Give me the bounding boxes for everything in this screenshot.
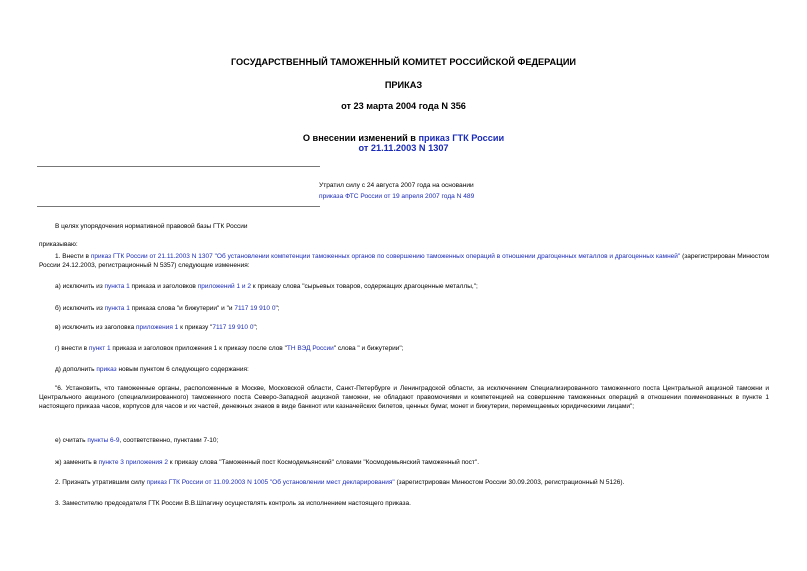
paragraph-e: [55, 436, 218, 445]
pg-link-2[interactable]: ТН ВЭД России: [286, 345, 334, 352]
title-prefix: О внесении изменений в: [302, 133, 419, 143]
paragraph-1: [39, 252, 769, 270]
pa-text-b: приказа и заголовков: [129, 283, 198, 290]
pa-text-a: а) исключить из: [55, 283, 105, 290]
pzh-text-a: ж) заменить в: [55, 459, 99, 466]
paragraph-6-quote: "6. Установить, что таможенные органы, расположенные в Москве, Московской области, Санкт-Петербурге и Ленинградской области, за исключением Специализированного таможенного поста Центральной акцизной таможни и Центрального акцизного (специализированного) таможенного поста Северо-Западной акцизной таможни, не обладают правомочиями и компетенцией на совершение таможенных операций в отношении поименованных в пункте 1 настоящего приказа часов, корпусов для часов и их частей, денежных знаков в виде банкнот или казначейских билетов, ценных бумаг, монет и бижутерии, перемещаемых юридическими лицами";: [39, 385, 769, 411]
paragraph-3: 3. Заместителю председателя ГТК России В.В.Шпагину осуществлять контроль за исполнением настоящего приказа.: [55, 500, 411, 507]
p1-text-a: 1. Внести в: [55, 253, 91, 260]
pd-text-a: д) дополнить: [55, 366, 97, 373]
pv-text-c: ";: [253, 324, 258, 331]
pb-text-c: ";: [275, 305, 280, 312]
order-word: приказываю:: [39, 241, 78, 248]
p2-text-c: (зарегистрирован Минюстом России 30.09.2003, регистрационный N 5126).: [394, 479, 625, 486]
paragraph-d: [55, 365, 249, 374]
paragraph-2: [55, 478, 624, 487]
lapse-link[interactable]: приказа ФТС России от 19 апреля 2007 года N 489: [319, 193, 475, 200]
pb-text-b: приказа слова "и бижутерии" и "и: [129, 305, 235, 312]
divider-bottom: [37, 206, 320, 207]
title-link-order-date[interactable]: от 21.11.2003 N 1307: [358, 143, 449, 153]
pg-text-a: г) внести в: [55, 345, 89, 352]
paragraph-zh: [55, 458, 479, 467]
paragraph-g: [55, 344, 404, 353]
pb-text-a: б) исключить из: [55, 305, 105, 312]
pv-text-b: к приказу ": [178, 324, 213, 331]
paragraph-b: [55, 304, 280, 313]
title-link-order[interactable]: приказ ГТК России: [418, 133, 505, 143]
intro-paragraph: В целях упорядочения нормативной правовой базы ГТК России: [55, 223, 248, 230]
pv-link-2[interactable]: 7117 19 910 0: [212, 324, 254, 331]
pe-text-a: е) считать: [55, 437, 88, 444]
pzh-link-1[interactable]: пункте 3 приложения 2: [98, 459, 168, 466]
document-title: [0, 133, 807, 153]
pg-text-c: " слова " и бижутерии";: [333, 345, 404, 352]
pe-text-b: , соответственно, пунктами 7-10;: [119, 437, 219, 444]
pg-link-1[interactable]: пункт 1: [88, 345, 111, 352]
pa-link-2[interactable]: приложений 1 и 2: [197, 283, 251, 290]
pzh-text-b: к приказу слова "Таможенный пост Космодемьянский" словами "Космодемьянский таможенный пост".: [167, 459, 480, 466]
pb-link-1[interactable]: пункта 1: [104, 305, 130, 312]
paragraph-v: [55, 323, 258, 332]
pe-link-1[interactable]: пункты 6-9: [87, 437, 120, 444]
pa-link-1[interactable]: пункта 1: [104, 283, 130, 290]
pd-link-1[interactable]: приказ: [96, 366, 117, 373]
p1-link-title[interactable]: "Об установлении компетенции таможенных органов по совершению таможенных операций в отношении драгоценных металлов и драгоценных камней": [214, 253, 681, 260]
pa-text-c: к приказу слова "сырьевых товаров, содержащих драгоценные металлы,";: [250, 283, 478, 290]
divider-top: [37, 166, 320, 167]
issuing-authority: ГОСУДАРСТВЕННЫЙ ТАМОЖЕННЫЙ КОМИТЕТ РОССИЙСКОЙ ФЕДЕРАЦИИ: [230, 57, 577, 67]
pv-link-1[interactable]: приложения 1: [136, 324, 179, 331]
lapse-text: Утратил силу с 24 августа 2007 года на основании: [319, 182, 474, 189]
p2-text-a: 2. Признать утратившим силу: [55, 479, 147, 486]
pd-text-b: новым пунктом 6 следующего содержания:: [116, 366, 249, 373]
p1-link-order[interactable]: приказ ГТК России от 21.11.2003 N 1307: [90, 253, 213, 260]
pb-link-2[interactable]: 7117 19 910 0: [234, 305, 276, 312]
paragraph-a: [55, 282, 478, 291]
document-date-number: от 23 марта 2004 года N 356: [341, 101, 466, 111]
pv-text-a: в) исключить из заголовка: [55, 324, 136, 331]
p2-link-order[interactable]: приказ ГТК России от 11.09.2003 N 1005: [146, 479, 269, 486]
document-type: ПРИКАЗ: [384, 80, 423, 90]
pg-text-b: приказа и заголовок приложения 1 к приказу после слов ": [110, 345, 287, 352]
lapse-note: [319, 180, 474, 202]
p1-text-c: (зарегистрирован Минюстом России 24.12.2003, регистрационный N 5357) следующие изменения:: [39, 253, 769, 270]
p2-link-title[interactable]: "Об установлении мест декларирования": [269, 479, 395, 486]
